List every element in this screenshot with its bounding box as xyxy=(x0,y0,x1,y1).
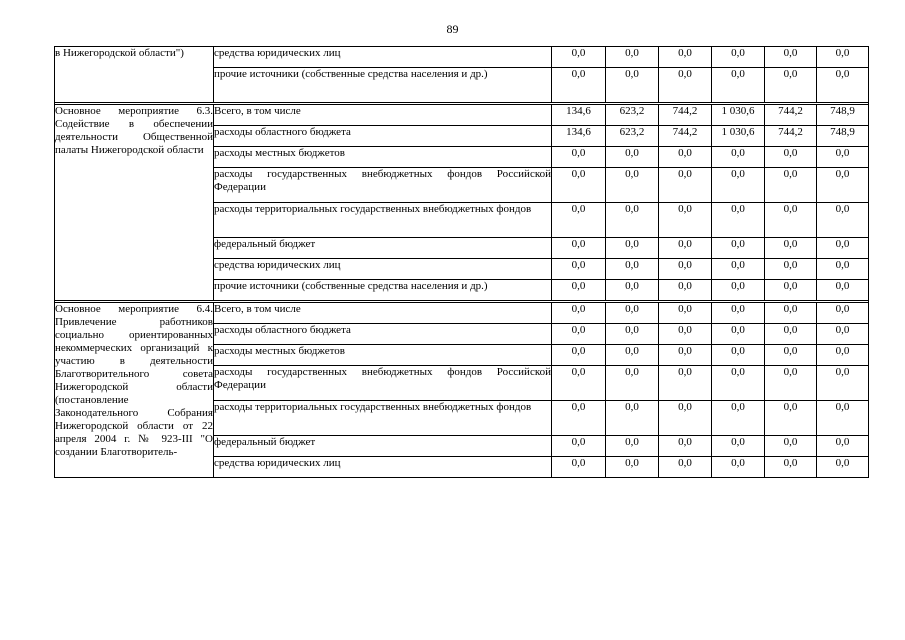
value-cell: 748,9 xyxy=(817,126,869,147)
funding-table xyxy=(54,46,869,478)
value-cell: 0,0 xyxy=(765,47,817,68)
value-cell: 0,0 xyxy=(817,168,869,203)
value-cell: 0,0 xyxy=(606,147,659,168)
funding-source-cell: Всего, в том числе xyxy=(214,105,552,126)
value-cell: 134,6 xyxy=(552,105,606,126)
value-cell: 0,0 xyxy=(817,345,869,366)
value-cell: 0,0 xyxy=(606,457,659,478)
funding-source-cell: расходы местных бюджетов xyxy=(214,147,552,168)
value-cell: 0,0 xyxy=(765,280,817,301)
funding-source-cell: расходы государственных внебюджетных фондов Российской Федерации xyxy=(214,168,552,203)
value-cell: 0,0 xyxy=(659,280,712,301)
value-cell: 0,0 xyxy=(659,238,712,259)
value-cell: 0,0 xyxy=(552,47,606,68)
value-cell: 0,0 xyxy=(606,68,659,103)
value-cell: 0,0 xyxy=(606,303,659,324)
funding-source-cell: прочие источники (собственные средства населения и др.) xyxy=(214,68,552,103)
value-cell: 0,0 xyxy=(552,280,606,301)
value-cell: 0,0 xyxy=(659,47,712,68)
value-cell: 0,0 xyxy=(606,280,659,301)
value-cell: 0,0 xyxy=(817,68,869,103)
value-cell: 0,0 xyxy=(552,238,606,259)
value-cell: 0,0 xyxy=(606,203,659,238)
value-cell: 0,0 xyxy=(606,366,659,401)
value-cell: 0,0 xyxy=(552,324,606,345)
value-cell: 0,0 xyxy=(712,203,765,238)
value-cell: 0,0 xyxy=(659,345,712,366)
value-cell: 0,0 xyxy=(659,324,712,345)
value-cell: 748,9 xyxy=(817,105,869,126)
value-cell: 0,0 xyxy=(552,457,606,478)
value-cell: 0,0 xyxy=(712,47,765,68)
value-cell: 0,0 xyxy=(659,168,712,203)
table-body xyxy=(55,47,869,478)
value-cell: 0,0 xyxy=(817,47,869,68)
value-cell: 1 030,6 xyxy=(712,105,765,126)
value-cell: 0,0 xyxy=(659,68,712,103)
value-cell: 0,0 xyxy=(765,457,817,478)
funding-source-cell: расходы местных бюджетов xyxy=(214,345,552,366)
value-cell: 623,2 xyxy=(606,126,659,147)
value-cell: 0,0 xyxy=(552,366,606,401)
value-cell: 0,0 xyxy=(659,147,712,168)
value-cell: 0,0 xyxy=(659,259,712,280)
value-cell: 0,0 xyxy=(712,457,765,478)
value-cell: 0,0 xyxy=(552,68,606,103)
value-cell: 744,2 xyxy=(659,126,712,147)
value-cell: 0,0 xyxy=(712,366,765,401)
value-cell: 0,0 xyxy=(552,436,606,457)
value-cell: 0,0 xyxy=(765,168,817,203)
value-cell: 0,0 xyxy=(659,303,712,324)
value-cell: 0,0 xyxy=(765,436,817,457)
value-cell: 0,0 xyxy=(606,345,659,366)
value-cell: 744,2 xyxy=(659,105,712,126)
value-cell: 0,0 xyxy=(606,324,659,345)
value-cell: 0,0 xyxy=(606,168,659,203)
funding-source-cell: расходы территориальных государственных внебюджетных фондов xyxy=(214,401,552,436)
value-cell: 0,0 xyxy=(817,303,869,324)
funding-source-cell: средства юридических лиц xyxy=(214,457,552,478)
funding-source-cell: прочие источники (собственные средства населения и др.) xyxy=(214,280,552,301)
value-cell: 0,0 xyxy=(552,345,606,366)
value-cell: 0,0 xyxy=(765,68,817,103)
value-cell: 0,0 xyxy=(817,457,869,478)
funding-source-cell: расходы территориальных государственных внебюджетных фондов xyxy=(214,203,552,238)
value-cell: 744,2 xyxy=(765,126,817,147)
value-cell: 0,0 xyxy=(817,259,869,280)
value-cell: 0,0 xyxy=(552,147,606,168)
value-cell: 0,0 xyxy=(817,324,869,345)
measure-cell: Основное мероприятие 6.4. Привлечение работников социально ориентированных некоммерческих организаций к участию в деятельности Благотворительного совета Нижегородской области (постановление Законодательного Собрания Нижегородской области от 22 апреля 2004 г. № 923-III "О создании Благотворитель- xyxy=(55,303,214,478)
value-cell: 623,2 xyxy=(606,105,659,126)
table-row xyxy=(55,303,869,324)
value-cell: 0,0 xyxy=(712,324,765,345)
value-cell: 0,0 xyxy=(765,203,817,238)
value-cell: 0,0 xyxy=(712,436,765,457)
value-cell: 1 030,6 xyxy=(712,126,765,147)
value-cell: 0,0 xyxy=(765,147,817,168)
measure-cell: в Нижегородской области") xyxy=(55,47,214,103)
value-cell: 0,0 xyxy=(712,280,765,301)
funding-source-cell: Всего, в том числе xyxy=(214,303,552,324)
value-cell: 0,0 xyxy=(765,324,817,345)
value-cell: 0,0 xyxy=(712,147,765,168)
table-row xyxy=(55,105,869,126)
funding-source-cell: федеральный бюджет xyxy=(214,436,552,457)
value-cell: 0,0 xyxy=(765,259,817,280)
value-cell: 0,0 xyxy=(659,436,712,457)
value-cell: 0,0 xyxy=(765,238,817,259)
value-cell: 0,0 xyxy=(606,436,659,457)
value-cell: 0,0 xyxy=(659,457,712,478)
funding-source-cell: расходы областного бюджета xyxy=(214,126,552,147)
table-row xyxy=(55,47,869,68)
value-cell: 0,0 xyxy=(659,366,712,401)
measure-cell: Основное мероприятие 6.3. Содействие в обеспечении деятельности Общественной палаты Нижегородской области xyxy=(55,105,214,301)
value-cell: 134,6 xyxy=(552,126,606,147)
value-cell: 0,0 xyxy=(552,259,606,280)
page-number: 89 xyxy=(446,22,459,36)
value-cell: 0,0 xyxy=(817,366,869,401)
value-cell: 0,0 xyxy=(712,168,765,203)
value-cell: 0,0 xyxy=(712,345,765,366)
value-cell: 0,0 xyxy=(712,401,765,436)
value-cell: 0,0 xyxy=(552,203,606,238)
value-cell: 0,0 xyxy=(817,238,869,259)
funding-source-cell: федеральный бюджет xyxy=(214,238,552,259)
funding-source-cell: средства юридических лиц xyxy=(214,259,552,280)
value-cell: 0,0 xyxy=(606,259,659,280)
value-cell: 0,0 xyxy=(606,401,659,436)
value-cell: 0,0 xyxy=(659,203,712,238)
value-cell: 0,0 xyxy=(765,345,817,366)
value-cell: 0,0 xyxy=(712,238,765,259)
value-cell: 0,0 xyxy=(712,303,765,324)
value-cell: 0,0 xyxy=(765,303,817,324)
funding-source-cell: расходы государственных внебюджетных фондов Российской Федерации xyxy=(214,366,552,401)
value-cell: 0,0 xyxy=(817,436,869,457)
value-cell: 0,0 xyxy=(606,238,659,259)
value-cell: 0,0 xyxy=(552,168,606,203)
funding-source-cell: расходы областного бюджета xyxy=(214,324,552,345)
value-cell: 0,0 xyxy=(552,401,606,436)
value-cell: 0,0 xyxy=(817,401,869,436)
value-cell: 0,0 xyxy=(659,401,712,436)
value-cell: 0,0 xyxy=(817,147,869,168)
value-cell: 0,0 xyxy=(765,401,817,436)
value-cell: 0,0 xyxy=(552,303,606,324)
value-cell: 0,0 xyxy=(712,259,765,280)
funding-source-cell: средства юридических лиц xyxy=(214,47,552,68)
value-cell: 744,2 xyxy=(765,105,817,126)
value-cell: 0,0 xyxy=(712,68,765,103)
value-cell: 0,0 xyxy=(765,366,817,401)
value-cell: 0,0 xyxy=(606,47,659,68)
value-cell: 0,0 xyxy=(817,280,869,301)
value-cell: 0,0 xyxy=(817,203,869,238)
